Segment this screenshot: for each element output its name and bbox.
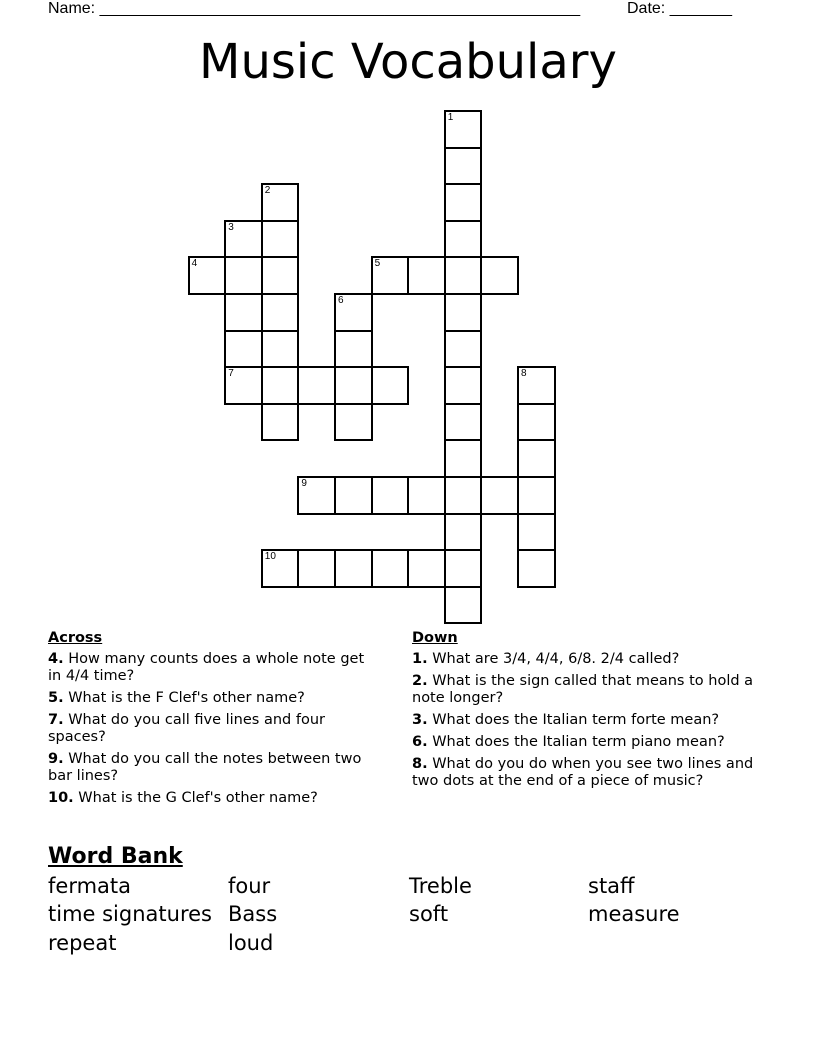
crossword-cell[interactable] [444, 439, 483, 478]
crossword-cell[interactable] [517, 513, 556, 552]
crossword-cell[interactable] [224, 220, 263, 259]
word-bank-word: repeat [48, 931, 117, 955]
down-clue [412, 712, 784, 729]
clue-number: 6. [412, 734, 428, 750]
clue-number: 5. [48, 690, 64, 706]
crossword-cell[interactable] [261, 183, 300, 222]
crossword-cell[interactable] [517, 403, 556, 442]
crossword-cell[interactable] [444, 220, 483, 259]
down-clue [412, 734, 784, 751]
crossword-cell[interactable] [297, 476, 336, 515]
crossword-cell[interactable] [517, 439, 556, 478]
clue-number: 1 [447, 112, 454, 123]
crossword-cell[interactable] [334, 549, 373, 588]
clue-number: 7. [48, 712, 64, 728]
crossword-cell[interactable] [517, 549, 556, 588]
crossword-cell[interactable] [261, 256, 300, 295]
word-bank-word: fermata [48, 874, 132, 898]
down-clue [412, 756, 784, 790]
crossword-cell[interactable] [371, 256, 410, 295]
crossword-cell[interactable] [517, 366, 556, 405]
clue-number: 10 [264, 551, 276, 563]
clue-number: 7 [228, 368, 234, 380]
crossword-cell[interactable] [517, 476, 556, 515]
across-clue [48, 651, 378, 685]
crossword-cell[interactable] [188, 256, 227, 295]
clue-number: 3 [228, 221, 234, 233]
clue-number: 9 [301, 478, 307, 489]
word-bank-word: soft [409, 902, 449, 926]
clue-text: How many counts does a whole note get in 4/4 time? [48, 651, 365, 684]
crossword-cell[interactable] [407, 549, 446, 588]
crossword-cell[interactable] [444, 110, 483, 149]
across-clue [48, 690, 378, 707]
clue-number: 9. [48, 751, 64, 767]
word-bank-word: loud [228, 931, 274, 955]
crossword-cell[interactable] [407, 256, 446, 295]
clue-number: 3. [412, 712, 428, 728]
crossword-cell[interactable] [261, 220, 300, 259]
clue-number: 8 [521, 368, 527, 380]
word-bank-word: Treble [409, 874, 472, 898]
word-bank-word: four [228, 874, 271, 898]
across-clue [48, 790, 378, 807]
crossword-cell[interactable] [261, 403, 300, 442]
crossword-cell[interactable] [261, 293, 300, 332]
crossword-cell[interactable] [444, 403, 483, 442]
crossword-cell[interactable] [334, 293, 373, 332]
clue-number: 2. [412, 673, 428, 689]
clue-number: 1. [412, 651, 428, 667]
word-bank-word: measure [588, 902, 680, 926]
word-bank-word: time signatures [48, 902, 212, 926]
across-clue [48, 751, 378, 785]
crossword-cell[interactable] [371, 366, 410, 405]
clue-number: 5 [374, 258, 381, 270]
clue-number: 8. [412, 756, 428, 772]
clue-number: 10. [48, 790, 74, 806]
crossword-cell[interactable] [261, 330, 300, 369]
crossword-cell[interactable] [297, 366, 336, 405]
word-bank-title: Word Bank [48, 844, 183, 869]
crossword-cell[interactable] [334, 330, 373, 369]
crossword-cell[interactable] [444, 330, 483, 369]
across-clue [48, 712, 378, 746]
crossword-cell[interactable] [224, 366, 263, 405]
crossword-cell[interactable] [444, 366, 483, 405]
down-clue [412, 651, 784, 668]
crossword-cell[interactable] [444, 256, 483, 295]
clue-text: What is the sign called that means to hold a note longer? [412, 673, 754, 706]
clue-number: 6 [338, 295, 344, 306]
clue-text: What is the F Clef's other name? [63, 690, 305, 706]
crossword-cell[interactable] [334, 476, 373, 515]
down-clues [412, 630, 784, 795]
crossword-cell[interactable] [334, 403, 373, 442]
crossword-cell[interactable] [444, 476, 483, 515]
crossword-cell[interactable] [444, 147, 483, 186]
crossword-cell[interactable] [407, 476, 446, 515]
name-field-label[interactable]: Name: ______________________________________________________ [48, 0, 581, 17]
crossword-cell[interactable] [261, 549, 300, 588]
clue-text: What do you do when you see two lines and two dots at the end of a piece of music? [412, 756, 754, 789]
page-title: Music Vocabulary [199, 34, 617, 90]
crossword-cell[interactable] [224, 330, 263, 369]
crossword-cell[interactable] [444, 183, 483, 222]
down-heading: Down [412, 630, 458, 646]
clue-text: What do you call the notes between two bar lines? [48, 751, 362, 784]
clue-text: What do you call five lines and four spaces? [48, 712, 325, 745]
crossword-cell[interactable] [444, 513, 483, 552]
word-bank-word: staff [588, 874, 635, 898]
clue-number: 2 [264, 185, 271, 197]
crossword-cell[interactable] [224, 293, 263, 332]
clue-number: 4. [48, 651, 64, 667]
across-heading: Across [48, 630, 103, 646]
crossword-cell[interactable] [371, 549, 410, 588]
clue-text: What does the Italian term forte mean? [427, 712, 720, 728]
clue-text: What does the Italian term piano mean? [427, 734, 725, 750]
crossword-cell[interactable] [444, 549, 483, 588]
clue-number: 4 [191, 258, 198, 270]
crossword-cell[interactable] [224, 256, 263, 295]
crossword-cell[interactable] [444, 586, 483, 625]
crossword-cell[interactable] [480, 476, 519, 515]
crossword-cell[interactable] [261, 366, 300, 405]
crossword-cell[interactable] [297, 549, 336, 588]
date-field-label[interactable]: Date: _______ [627, 0, 732, 17]
word-bank-word: Bass [228, 902, 278, 926]
down-clue [412, 673, 784, 707]
crossword-cell[interactable] [480, 256, 519, 295]
crossword-cell[interactable] [334, 366, 373, 405]
clue-text: What is the G Clef's other name? [73, 790, 318, 806]
crossword-cell[interactable] [371, 476, 410, 515]
across-clues [48, 630, 378, 812]
crossword-cell[interactable] [444, 293, 483, 332]
clue-text: What are 3/4, 4/4, 6/8. 2/4 called? [427, 651, 680, 667]
